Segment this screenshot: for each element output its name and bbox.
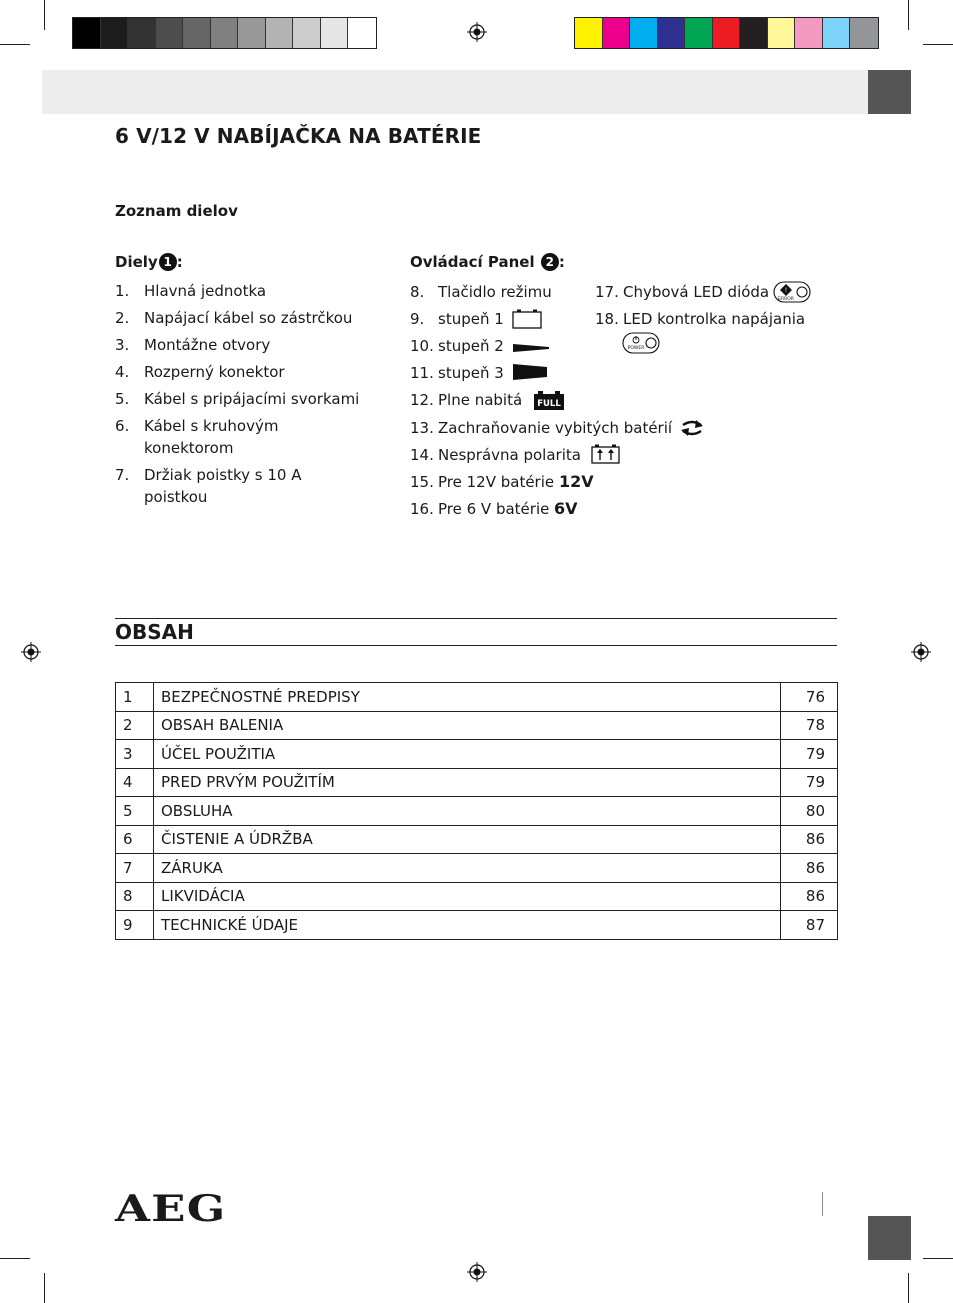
color-swatch xyxy=(630,18,658,48)
table-row xyxy=(116,825,838,854)
color-swatch xyxy=(575,18,603,48)
wrong-polarity-icon xyxy=(591,444,620,464)
color-swatch xyxy=(740,18,768,48)
table-row xyxy=(116,683,838,712)
stage-1-icon xyxy=(512,309,542,329)
registration-mark-icon xyxy=(467,1262,487,1282)
error-label: ERROR xyxy=(778,297,794,302)
toc-page: 80 xyxy=(781,797,838,826)
toc-page: 86 xyxy=(781,882,838,911)
registration-mark-icon xyxy=(21,642,41,662)
color-swatch xyxy=(850,18,878,48)
aeg-logo: AEG xyxy=(115,1188,227,1230)
toc-number: 8 xyxy=(116,882,154,911)
toc-number: 1 xyxy=(116,683,154,712)
table-row xyxy=(116,740,838,769)
toc-heading: OBSAH xyxy=(115,620,194,644)
toc-title: PRED PRVÝM POUŽITÍM xyxy=(154,768,781,797)
footer-divider xyxy=(822,1192,823,1216)
toc-table xyxy=(115,682,838,940)
registration-mark-icon xyxy=(467,22,487,42)
panel-label: Ovládací Panel xyxy=(410,253,535,271)
color-swatch xyxy=(658,18,686,48)
toc-title: ZÁRUKA xyxy=(154,854,781,883)
toc-page: 87 xyxy=(781,911,838,940)
toc-number: 4 xyxy=(116,768,154,797)
toc-title: TECHNICKÉ ÚDAJE xyxy=(154,911,781,940)
error-led-icon xyxy=(773,281,811,303)
battery-full-icon xyxy=(534,390,564,410)
toc-page: 86 xyxy=(781,854,838,883)
colon: : xyxy=(176,253,183,271)
toc-title: BEZPEČNOSTNÉ PREDPISY xyxy=(154,683,781,712)
table-row xyxy=(116,768,838,797)
recovery-arrows-icon xyxy=(679,417,705,439)
6v-symbol: 6V xyxy=(554,499,578,518)
table-row xyxy=(116,711,838,740)
color-swatch xyxy=(293,18,321,48)
toc-number: 2 xyxy=(116,711,154,740)
toc-page: 79 xyxy=(781,740,838,769)
color-swatch xyxy=(768,18,796,48)
figure-badge: 2 xyxy=(541,253,559,271)
color-swatch xyxy=(348,18,376,48)
obsah-rule-bottom xyxy=(115,645,837,646)
table-row xyxy=(116,882,838,911)
header-band xyxy=(42,70,868,114)
color-swatch xyxy=(156,18,184,48)
stage-2-icon xyxy=(513,343,549,353)
table-row xyxy=(116,854,838,883)
color-swatch xyxy=(211,18,239,48)
diely-heading xyxy=(115,253,183,271)
svg-text:!: ! xyxy=(784,287,788,294)
color-swatch xyxy=(73,18,101,48)
page-edge-tab xyxy=(868,1216,911,1260)
toc-page: 76 xyxy=(781,683,838,712)
toc-title: OBSAH BALENIA xyxy=(154,711,781,740)
color-swatch xyxy=(183,18,211,48)
page-title: 6 V/12 V NABÍJAČKA NA BATÉRIE xyxy=(115,124,482,148)
toc-page: 79 xyxy=(781,768,838,797)
color-swatch xyxy=(238,18,266,48)
color-swatch xyxy=(795,18,823,48)
toc-number: 3 xyxy=(116,740,154,769)
table-row xyxy=(116,911,838,940)
toc-page: 86 xyxy=(781,825,838,854)
table-row xyxy=(116,797,838,826)
parts-heading: Zoznam dielov xyxy=(115,202,238,220)
color-swatch xyxy=(321,18,349,48)
colon: : xyxy=(558,253,565,271)
toc-title: OBSLUHA xyxy=(154,797,781,826)
grayscale-color-bar xyxy=(72,17,377,49)
diely-label: Diely xyxy=(115,253,158,271)
registration-mark-icon xyxy=(911,642,931,662)
toc-title: ČISTENIE A ÚDRŽBA xyxy=(154,825,781,854)
color-swatch xyxy=(685,18,713,48)
power-led-icon xyxy=(622,332,660,354)
page-edge-tab xyxy=(868,70,911,114)
toc-number: 5 xyxy=(116,797,154,826)
color-swatch xyxy=(266,18,294,48)
color-swatch xyxy=(101,18,129,48)
12v-symbol: 12V xyxy=(559,472,594,491)
color-swatch xyxy=(713,18,741,48)
toc-title: LIKVIDÁCIA xyxy=(154,882,781,911)
color-swatch xyxy=(128,18,156,48)
color-swatch xyxy=(603,18,631,48)
process-color-bar xyxy=(574,17,879,49)
full-label: FULL xyxy=(537,399,561,409)
toc-page: 78 xyxy=(781,711,838,740)
toc-number: 6 xyxy=(116,825,154,854)
toc-title: ÚČEL POUŽITIA xyxy=(154,740,781,769)
color-swatch xyxy=(823,18,851,48)
panel-heading xyxy=(410,253,565,271)
obsah-rule-top xyxy=(115,618,837,619)
power-label: POWER xyxy=(627,346,645,351)
toc-number: 9 xyxy=(116,911,154,940)
stage-3-icon xyxy=(513,364,547,380)
toc-number: 7 xyxy=(116,854,154,883)
figure-badge: 1 xyxy=(159,253,177,271)
